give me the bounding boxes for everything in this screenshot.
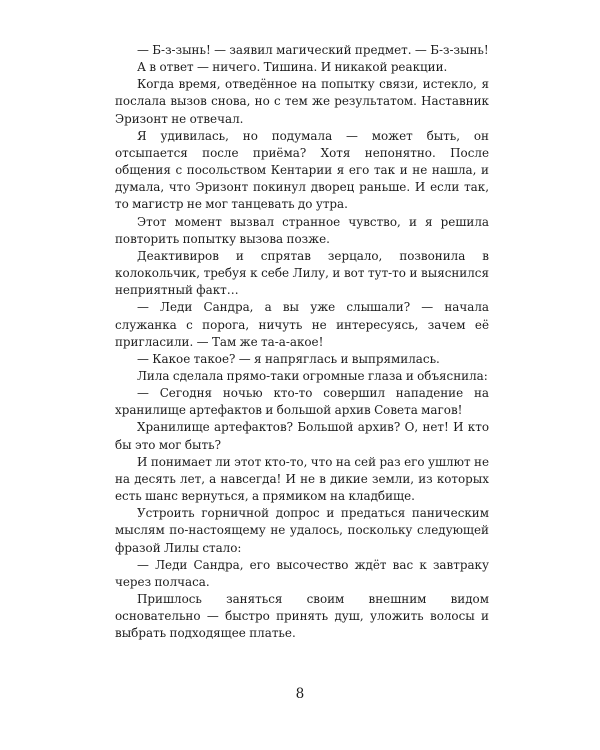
paragraph: Деактивиров и спрятав зерцало, позвонила в колокольчик, требуя к себе Лилу, и вот тут-то и выяснился неприятный факт… (115, 248, 489, 298)
paragraph: — Леди Сандра, его высочество ждёт вас к завтраку через полчаса. (115, 557, 489, 589)
paragraph: — Какое такое? — я напряглась и выпрямилась. (137, 351, 440, 366)
paragraph: Устроить горничной допрос и предаться паническим мыслям по-настоящему не удалось, поскольку следующей фразой Лилы стало: (115, 506, 489, 555)
paragraph: — Сегодня ночью кто-то совершил нападение на хранилище артефактов и большой архив Совета магов! (115, 386, 489, 418)
paragraph: Пришлось заняться своим внешним видом основательно — быстро принять душ, уложить волосы и выбрать подходящее платье. (115, 592, 489, 641)
paragraph: Когда время, отведённое на попытку связи, истекло, я послала вызов снова, но с тем же результатом. Наставник Эризонт не отвечал. (115, 77, 489, 126)
page-number: 8 (295, 686, 305, 702)
paragraph: — Леди Сандра, а вы уже слышали? — начала служанка с порога, ничуть не интересуясь, зачем её пригласили. — Там же та-а-акое! (115, 300, 489, 349)
body-text (115, 42, 489, 642)
paragraph: Лила сделала прямо-таки огромные глаза и объяснила: (137, 368, 488, 383)
paragraph: Я удивилась, но подумала — может быть, он отсыпается после приёма? Хотя непонятно. После общения с посольством Кентарии я его так и не нашла, и думала, что Эризонт покинул дворец раньше. И если так, то магистр не мог танцевать до утра. (115, 128, 489, 212)
paragraph: Этот момент вызвал странное чувство, и я решила повторить попытку вызова позже. (115, 214, 489, 246)
paragraph: Хранилище артефактов? Большой архив? О, нет! И кто бы это мог быть? (115, 420, 489, 452)
paragraph: А в ответ — ничего. Тишина. И никакой реакции. (137, 60, 448, 75)
paragraph: — Б-з-зынь! — заявил магический предмет. — Б-з-зынь! (137, 43, 489, 57)
paragraph: И понимает ли этот кто-то, что на сей раз его ушлют не на десять лет, а навсегда! И не в дикие земли, из которых есть шанс вернуться, а прямиком на кладбище. (115, 454, 489, 504)
